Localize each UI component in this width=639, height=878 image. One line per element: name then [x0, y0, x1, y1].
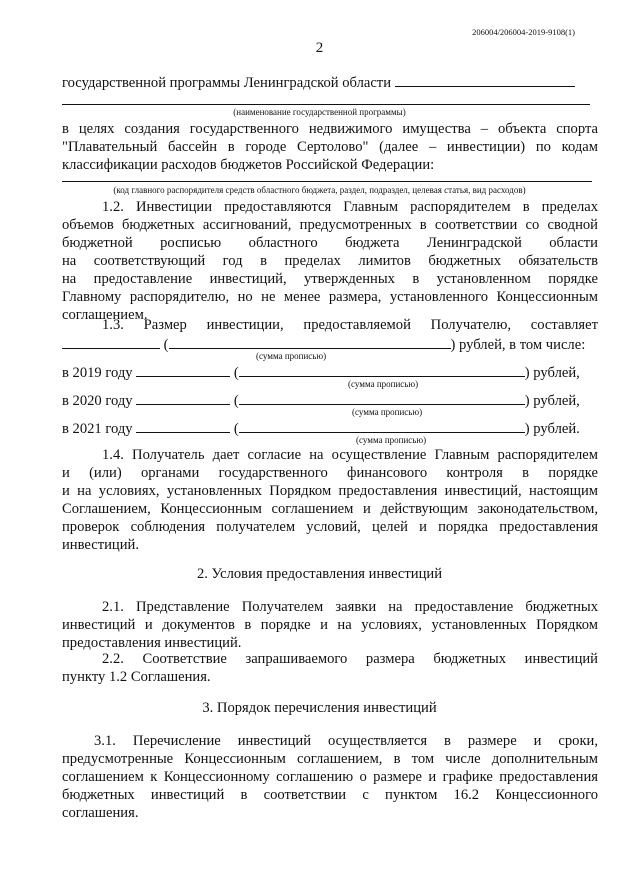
year-label: в 2021 году [62, 421, 133, 437]
caption-codes: (код главного распорядителя средств областного бюджета, раздел, подраздел, целевая статья, вид расходов) [113, 185, 526, 195]
year-row-end: ) рублей. [524, 421, 580, 437]
p14-line-3: и на условиях, установленных Порядком предоставления инвестиций, настоящим [62, 483, 598, 499]
year-row-2020 [62, 390, 580, 410]
program-name-blank [395, 72, 575, 87]
caption-program: (наименование государственной программы) [233, 107, 406, 117]
paren-open: ( [233, 365, 239, 381]
caption-sum-total: (сумма прописью) [256, 351, 327, 361]
year-sum-words-blank [239, 362, 525, 377]
intro-line-2: в целях создания государственного недвижимого имущества – объекта спорта [62, 121, 598, 137]
p14-line-2: и (или) органами государственного финансового контроля в порядке [62, 465, 598, 481]
p31-line-1: 3.1. Перечисление инвестиций осуществляется в размере и сроки, [94, 733, 598, 749]
intro-line-1 [62, 72, 575, 92]
year-sum-blank [136, 390, 230, 405]
section-2-title: 2. Условия предоставления инвестиций [196, 566, 443, 582]
p14-line-4: Соглашением, Концессионным соглашением и действующим законодательством, [62, 501, 598, 517]
p12-line-5: на предоставление инвестиций, утвержденных в установленном порядке [62, 271, 598, 287]
paren-open: ( [233, 421, 239, 437]
document-id: 206004/206004-2019-9108(1) [472, 27, 575, 37]
year-label: в 2019 году [62, 365, 133, 381]
intro-text: государственной программы Ленинградской области [62, 75, 391, 91]
p21-line-2: инвестиций и документов в порядке и на условиях, установленных Порядком [62, 617, 598, 633]
p22-line-2: пункту 1.2 Соглашения. [62, 669, 211, 685]
year-row-end: ) рублей, [524, 393, 580, 409]
p31-line-3: соглашением к Концессионному соглашению о размере и графике предоставления [62, 769, 598, 785]
p22-line-1: 2.2. Соответствие запрашиваемого размера бюджетных инвестиций [102, 651, 598, 667]
p12-line-2: объемов бюджетных ассигнований, предусмотренных в соответствии со сводной [62, 217, 598, 233]
year-sum-words-blank [239, 390, 525, 405]
p31-line-2: предусмотренные Концессионным соглашением, в том числе дополнительным [62, 751, 598, 767]
total-sum-blank [62, 334, 160, 349]
page-number: 2 [315, 40, 324, 56]
p31-line-4: бюджетных инвестиций в соответствии с пунктом 16.2 Концессионного [62, 787, 598, 803]
year-row-2019 [62, 362, 580, 382]
section-3-title: 3. Порядок перечисления инвестиций [202, 700, 437, 716]
p12-line-4: на соответствующий год в пределах лимитов бюджетных обязательств [62, 253, 598, 269]
year-sum-blank [136, 362, 230, 377]
intro-line-3: "Плавательный бассейн в городе Сертолово" (далее – инвестиции) по кодам [62, 139, 598, 155]
p12-line-7: соглашением. [62, 307, 148, 323]
p21-line-3: предоставления инвестиций. [62, 635, 242, 651]
p14-line-5: проверок соблюдения получателем условий, целей и порядка предоставления [62, 519, 598, 535]
p13-line-2-end: ) рублей, в том числе: [450, 337, 586, 353]
p14-line-1: 1.4. Получатель дает согласие на осуществление Главным распорядителем [102, 447, 598, 463]
year-sum-words-blank [239, 418, 525, 433]
year-label: в 2020 году [62, 393, 133, 409]
total-sum-words-blank [169, 334, 451, 349]
p12-line-3: бюджетной росписью областного бюджета Ленинградской области [62, 235, 598, 251]
p13-line-1: 1.3. Размер инвестиции, предоставляемой Получателю, составляет [102, 317, 598, 333]
p12-line-6: Главному распорядителю, но не менее размера, установленного Концессионным [62, 289, 598, 305]
p14-line-6: инвестиций. [62, 537, 140, 553]
year-sum-blank [136, 418, 230, 433]
codes-line [62, 181, 592, 182]
paren-open: ( [163, 337, 169, 353]
caption-sum-2021: (сумма прописью) [356, 435, 427, 445]
year-row-2021 [62, 418, 580, 438]
p21-line-1: 2.1. Представление Получателем заявки на предоставление бюджетных [102, 599, 598, 615]
p12-line-1: 1.2. Инвестиции предоставляются Главным распорядителем в пределах [102, 199, 598, 215]
intro-line-4: классификации расходов бюджетов Российской Федерации: [62, 157, 435, 173]
caption-sum-2019: (сумма прописью) [348, 379, 419, 389]
paren-open: ( [233, 393, 239, 409]
program-name-line [62, 104, 590, 105]
caption-sum-2020: (сумма прописью) [352, 407, 423, 417]
year-row-end: ) рублей, [524, 365, 580, 381]
p31-line-5: соглашения. [62, 805, 139, 821]
